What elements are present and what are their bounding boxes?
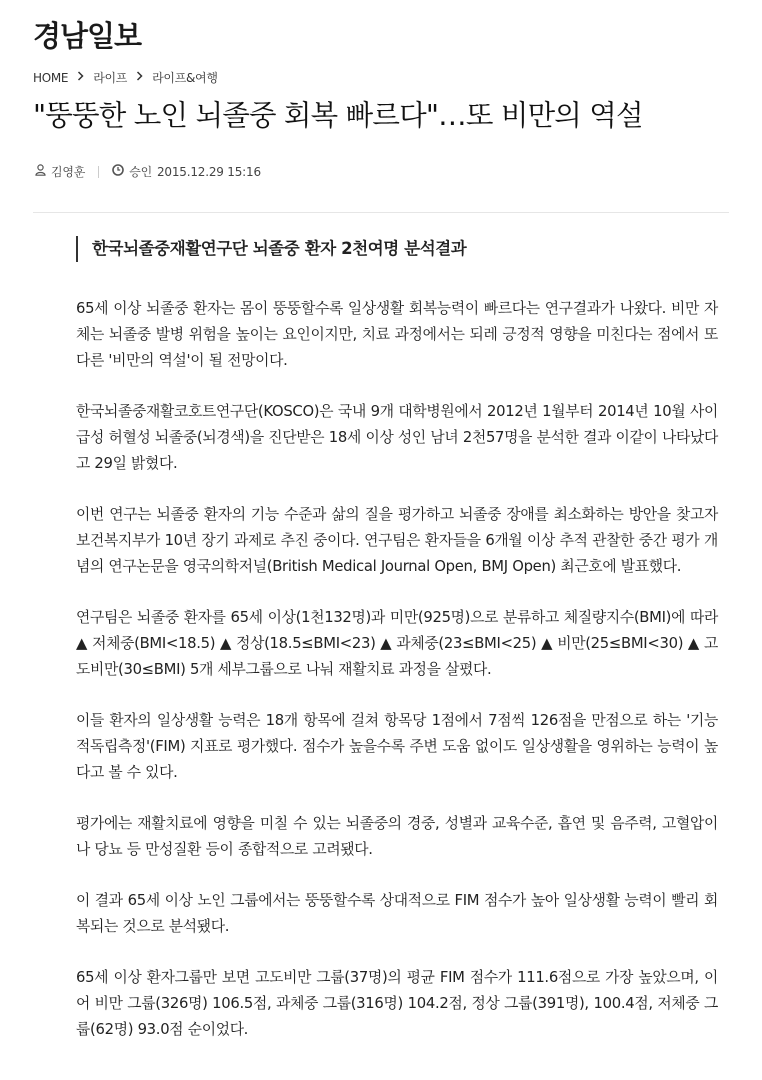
article-paragraph: 한국뇌졸중재활코호트연구단(KOSCO)은 국내 9개 대학병원에서 2012년 1월부터 2014년 10월 사이 급성 허혈성 뇌졸중(뇌경색)을 진단받은 18세 이상 성인 남녀 2천57명을 분석한 결과 이같이 나타났다고 29일 밝혔다. — [76, 403, 718, 472]
header-divider — [33, 212, 729, 213]
published-datetime: 2015.12.29 15:16 — [156, 164, 261, 179]
article-paragraph: 65세 이상 환자그룹만 보면 고도비만 그룹(37명)의 평균 FIM 점수가 111.6점으로 가장 높았으며, 이어 비만 그룹(326명) 106.5점, 과체중 그룹(316명) 104.2점, 정상 그룹(391명), 100.4점, 저체중 그룹(62명) 93.0점 순이었다. — [76, 969, 718, 1038]
breadcrumb-home[interactable]: HOME — [33, 70, 69, 85]
user-icon — [35, 164, 46, 179]
article-paragraph: 이들 환자의 일상생활 능력은 18개 항목에 걸쳐 항목당 1점에서 7점씩 126점을 만점으로 하는 '기능적독립측정'(FIM) 지표로 평가했다. 점수가 높을수록 주변 도움 없이도 일상생활을 영위하는 능력이 높다고 볼 수 있다. — [76, 712, 718, 781]
article-paragraph: 연구팀은 뇌졸중 환자를 65세 이상(1천132명)과 미만(925명)으로 분류하고 체질량지수(BMI)에 따라 ▲ 저체중(BMI<18.5) ▲ 정상(18.5≤BMI<23) ▲ 과체중(23≤BMI<25) ▲ 비만(25≤BMI<30) ▲ 고도비만(30≤BMI) 5개 세부그룹으로 나눠 재활치료 과정을 살폈다. — [76, 609, 718, 678]
clock-icon — [112, 164, 124, 179]
article-paragraph: 이번 연구는 뇌졸중 환자의 기능 수준과 삶의 질을 평가하고 뇌졸중 장애를 최소화하는 방안을 찾고자 보건복지부가 10년 장기 과제로 추진 중이다. 연구팀은 환자들을 6개월 이상 추적 관찰한 중간 평가 개념의 연구논문을 영국의학저널(British Medical Journal Open, BMJ Open) 최근호에 발표했다. — [76, 506, 718, 575]
site-logo[interactable]: 경남일보 — [33, 19, 142, 53]
breadcrumb-life-travel[interactable]: 라이프&여행 — [152, 71, 218, 85]
article-body — [76, 296, 718, 1068]
article-subtitle: 한국뇌졸중재활연구단 뇌졸중 환자 2천여명 분석결과 — [76, 236, 466, 262]
byline-divider — [98, 166, 99, 178]
chevron-right-icon — [77, 71, 84, 84]
article-paragraph: 65세 이상 뇌졸중 환자는 몸이 뚱뚱할수록 일상생활 회복능력이 빠르다는 연구결과가 나왔다. 비만 자체는 뇌졸중 발병 위험을 높이는 요인이지만, 치료 과정에서는 되레 긍정적 영향을 미친다는 점에서 또 다른 '비만의 역설'이 될 전망이다. — [76, 300, 718, 369]
article-paragraph: 평가에는 재활치료에 영향을 미칠 수 있는 뇌졸중의 경중, 성별과 교육수준, 흡연 및 음주력, 고혈압이나 당뇨 등 만성질환 등이 종합적으로 고려됐다. — [76, 815, 718, 858]
author-name: 김영훈 — [51, 165, 86, 179]
breadcrumb — [33, 69, 218, 86]
published-label: 승인 — [129, 165, 152, 179]
breadcrumb-life[interactable]: 라이프 — [93, 71, 128, 85]
article-paragraph: 이 결과 65세 이상 노인 그룹에서는 뚱뚱할수록 상대적으로 FIM 점수가 높아 일상생활 능력이 빨리 회복되는 것으로 분석됐다. — [76, 892, 718, 935]
article-byline — [35, 163, 261, 180]
article-title: "뚱뚱한 노인 뇌졸중 회복 빠르다"…또 비만의 역설 — [33, 99, 643, 132]
chevron-right-icon — [136, 71, 143, 84]
